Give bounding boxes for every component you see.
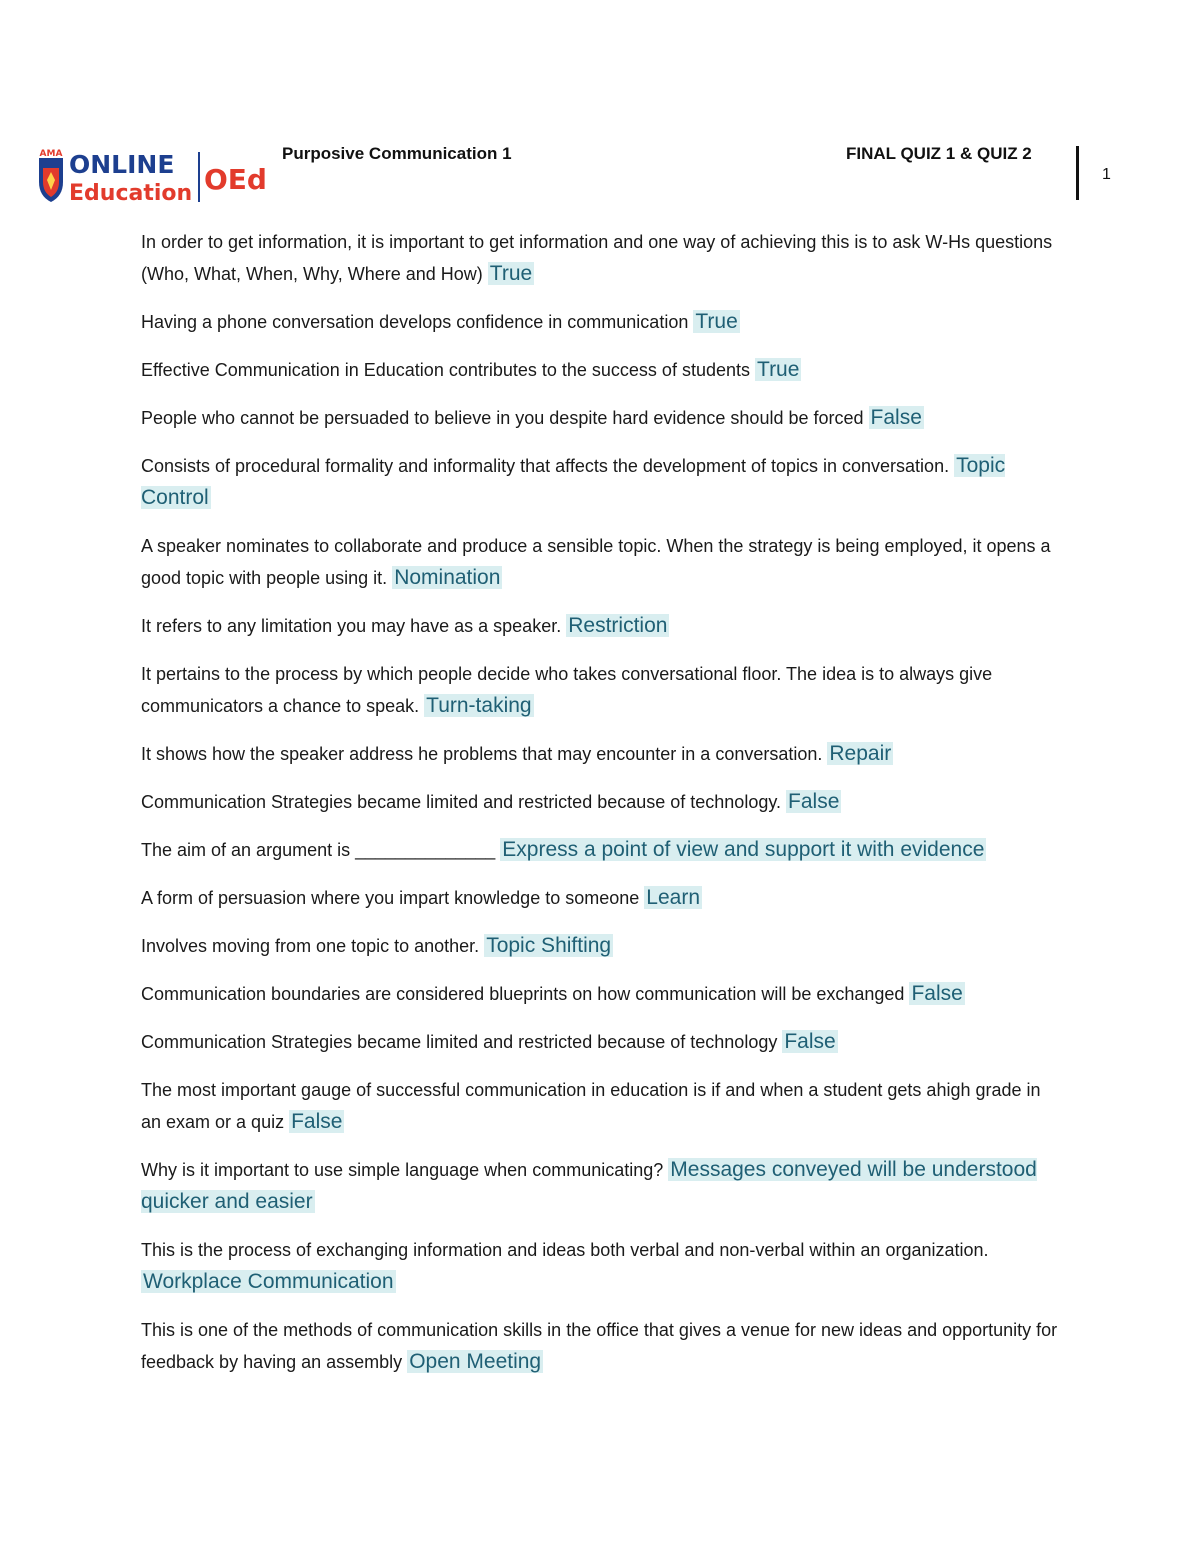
quiz-title: FINAL QUIZ 1 & QUIZ 2 (846, 144, 1032, 163)
question-text: Communication boundaries are considered blueprints on how communication will be exchanged (141, 984, 905, 1004)
question-text: Communication Strategies became limited and restricted because of technology (141, 1032, 778, 1052)
qa-item (141, 658, 1061, 722)
answer-highlight: Messages conveyed will be understood quicker and easier (141, 1158, 1037, 1213)
answer-highlight: Topic Control (141, 454, 1006, 509)
qa-item (141, 402, 1061, 434)
ama-shield-icon (39, 149, 63, 202)
qa-item (141, 930, 1061, 962)
question-text: The aim of an argument is ______________ (141, 840, 496, 860)
question-text: Communication Strategies became limited and restricted because of technology. (141, 792, 782, 812)
qa-item (141, 1074, 1061, 1138)
question-text: People who cannot be persuaded to believe in you despite hard evidence should be forced (141, 408, 864, 428)
page-divider (1076, 146, 1079, 200)
online-education-logo (36, 146, 276, 208)
qa-item (141, 882, 1061, 914)
page-number: 1 (1102, 166, 1111, 183)
answer-highlight: False (788, 790, 840, 813)
page-header (36, 140, 1166, 210)
qa-item (141, 530, 1061, 594)
qa-item (141, 610, 1061, 642)
question-text: Involves moving from one topic to another. (141, 936, 480, 956)
answer-highlight: False (911, 982, 963, 1005)
answer-highlight: Open Meeting (409, 1350, 542, 1373)
qa-item (141, 1314, 1061, 1378)
course-title: Purposive Communication 1 (282, 144, 512, 163)
answer-highlight: Topic Shifting (486, 934, 612, 957)
answer-highlight: False (784, 1030, 836, 1053)
quiz-content (141, 226, 1061, 1394)
answer-highlight: True (489, 262, 533, 285)
question-text: This is the process of exchanging information and ideas both verbal and non-verbal within an organization. (141, 1240, 989, 1260)
logo-line-online: ONLINE (69, 150, 175, 179)
qa-item (141, 1154, 1061, 1218)
question-text: A speaker nominates to collaborate and produce a sensible topic. When the strategy is being employed, it opens a good topic with people using it. (141, 536, 1051, 588)
answer-highlight: True (757, 358, 800, 381)
question-text: Effective Communication in Education contributes to the success of students (141, 360, 750, 380)
answer-highlight: True (695, 310, 738, 333)
question-text: It pertains to the process by which people decide who takes conversational floor. The idea is to always give communicators a chance to speak. (141, 664, 993, 716)
question-text: The most important gauge of successful communication in education is if and when a student gets ahigh grade in an exam or a quiz (141, 1080, 1041, 1132)
qa-item (141, 834, 1061, 866)
qa-item (141, 450, 1061, 514)
question-text: Having a phone conversation develops confidence in communication (141, 312, 689, 332)
question-text: In order to get information, it is important to get information and one way of achieving this is to ask W-Hs questions (Who, What, When, Why, Where and How) (141, 232, 1053, 284)
answer-highlight: Workplace Communication (143, 1270, 394, 1293)
logo-oed-mark: OEd (204, 163, 267, 196)
logo-badge-text: AMA (39, 149, 63, 159)
question-text: It refers to any limitation you may have as a speaker. (141, 616, 562, 636)
answer-highlight: Restriction (568, 614, 668, 637)
question-text: Consists of procedural formality and informality that affects the development of topics in conversation. (141, 456, 950, 476)
answer-highlight: Turn-taking (426, 694, 532, 717)
question-text: A form of persuasion where you impart knowledge to someone (141, 888, 640, 908)
answer-highlight: False (291, 1110, 343, 1133)
question-text: Why is it important to use simple language when communicating? (141, 1160, 664, 1180)
answer-highlight: Learn (646, 886, 701, 909)
answer-highlight: Repair (829, 742, 892, 765)
qa-item (141, 1234, 1061, 1298)
qa-item (141, 226, 1061, 290)
qa-item (141, 354, 1061, 386)
question-text: It shows how the speaker address he problems that may encounter in a conversation. (141, 744, 823, 764)
qa-item (141, 786, 1061, 818)
qa-item (141, 738, 1061, 770)
qa-item (141, 978, 1061, 1010)
answer-highlight: False (870, 406, 922, 429)
qa-item (141, 306, 1061, 338)
logo-line-education: Education (69, 181, 193, 206)
answer-highlight: Nomination (394, 566, 501, 589)
qa-item (141, 1026, 1061, 1058)
answer-highlight: Express a point of view and support it with evidence (502, 838, 985, 861)
question-text: This is one of the methods of communication skills in the office that gives a venue for new ideas and opportunity for feedback by having an assembly (141, 1320, 1058, 1372)
